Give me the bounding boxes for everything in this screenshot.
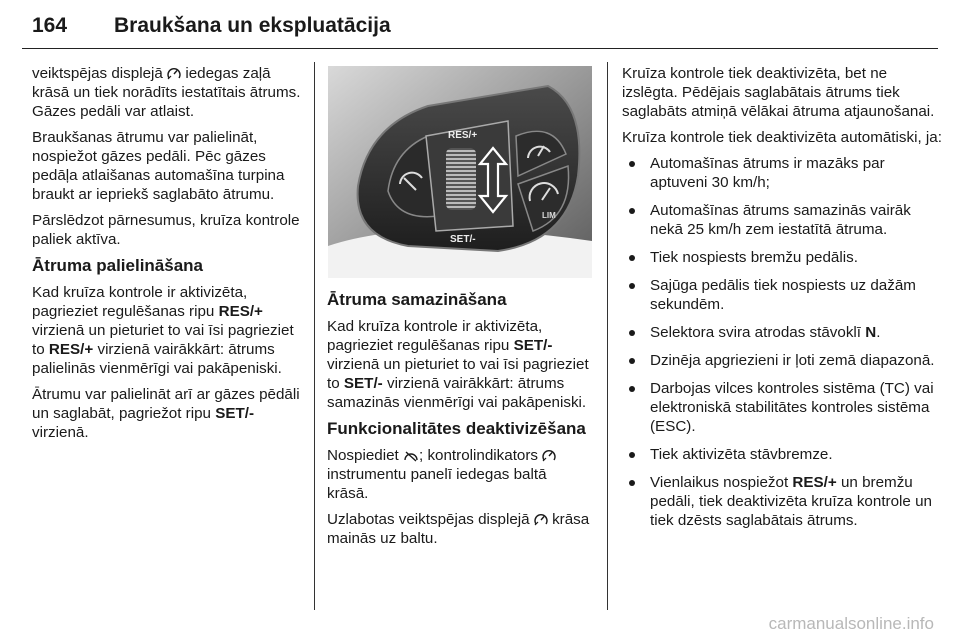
watermark: carmanualsonline.info	[768, 614, 934, 633]
set-label: SET/-	[450, 234, 476, 245]
page-title: Braukšana un ekspluatācija	[114, 14, 391, 37]
paragraph: Uzlabotas veiktspējas displejā krāsa mainās uz baltu.	[327, 511, 590, 547]
column-2	[327, 290, 591, 555]
paragraph: Ātrumu var palielināt arī ar gāzes pēdāli un saglabāt, pagriežot ripu SET/- virzienā.	[32, 386, 300, 441]
bullet	[629, 161, 635, 167]
column-divider-2	[607, 62, 608, 610]
list-item: Vienlaikus nospiežot RES/+ un bremžu pedāli, tiek deaktivizēta kruīza kontrole un tiek dzēsts saglabātais ātrums.	[622, 473, 944, 530]
list-item: Darbojas vilces kontroles sistēma (TC) vai elektroniskā stabilitātes kontroles sistēma (ESC).	[622, 379, 944, 436]
bullet	[629, 208, 635, 214]
bullet	[629, 480, 635, 486]
section-heading: Ātruma palielināšana	[32, 256, 204, 275]
cruise-control-icon	[167, 67, 181, 80]
steering-wheel-controls-photo	[328, 66, 592, 278]
paragraph: Kad kruīza kontrole ir aktivizēta, pagrieziet regulēšanas ripu RES/+ virzienā un pieturiet to vai īsi pagrieziet to RES/+ virzienā vairākkārt: ātrums palielinās vienmērīgi vai pakāpeniski.	[32, 284, 294, 377]
column-1	[32, 64, 302, 449]
cruise-control-icon	[534, 513, 548, 526]
bullet	[629, 283, 635, 289]
list-item: Selektora svira atrodas stāvoklī N.	[622, 323, 944, 342]
page-header	[22, 8, 938, 49]
paragraph: Kruīza kontrole tiek deaktivizēta automātiski, ja:	[622, 129, 942, 146]
section-heading: Ātruma samazināšana	[327, 290, 507, 309]
list-item: Sajūga pedālis tiek nospiests uz dažām sekundēm.	[622, 276, 944, 314]
bullet	[629, 452, 635, 458]
paragraph: Kad kruīza kontrole ir aktivizēta, pagrieziet regulēšanas ripu SET/- virzienā un pieturiet to vai īsi pagrieziet to SET/- virzienā vairākkārt: ātrums samazinās vienmērīgi vai pakāpeniski.	[327, 318, 589, 411]
paragraph: veiktspējas displejā iedegas zaļā krāsā un tiek norādīts iestatītais ātrums. Gāzes pedāli var atlaist.	[32, 65, 301, 120]
deactivation-conditions-list	[622, 154, 944, 530]
paragraph: Pārslēdzot pārnesumus, kruīza kontrole paliek aktīva.	[32, 212, 300, 248]
bullet	[629, 386, 635, 392]
column-3	[622, 64, 944, 539]
paragraph: Nospiediet ; kontrolindikators instrumentu panelī iedegas baltā krāsā.	[327, 446, 591, 503]
list-item: Dzinēja apgriezieni ir ļoti zemā diapazonā.	[622, 351, 944, 370]
list-item: Tiek aktivizēta stāvbremze.	[622, 445, 944, 464]
cruise-control-icon	[542, 449, 556, 462]
bullet	[629, 330, 635, 336]
cruise-control-switch-illustration	[328, 66, 592, 278]
list-item: Tiek nospiests bremžu pedālis.	[622, 248, 944, 267]
bullet	[629, 255, 635, 261]
column-divider-1	[314, 62, 315, 610]
res-label: RES/+	[448, 130, 478, 141]
list-item: Automašīnas ātrums samazinās vairāk nekā 25 km/h zem iestatītā ātruma.	[622, 201, 944, 239]
paragraph: Kruīza kontrole tiek deaktivizēta, bet ne izslēgta. Pēdējais saglabātais ātrums tiek saglabāts atmiņā vēlākai ātruma atjaunošanai.	[622, 65, 935, 120]
list-item: Automašīnas ātrums ir mazāks par aptuveni 30 km/h;	[622, 154, 944, 192]
paragraph: Braukšanas ātrumu var palielināt, nospiežot gāzes pedāli. Pēc gāzes pedāļa atlaišanas automašīna turpina braukt ar iepriekš saglabāto ātrumu.	[32, 129, 285, 203]
bullet	[629, 358, 635, 364]
section-heading: Funkcionalitātes deaktivizēšana	[327, 419, 586, 438]
lim-label: LIM	[542, 211, 556, 220]
page-number: 164	[32, 14, 68, 37]
cruise-off-icon	[403, 450, 419, 462]
